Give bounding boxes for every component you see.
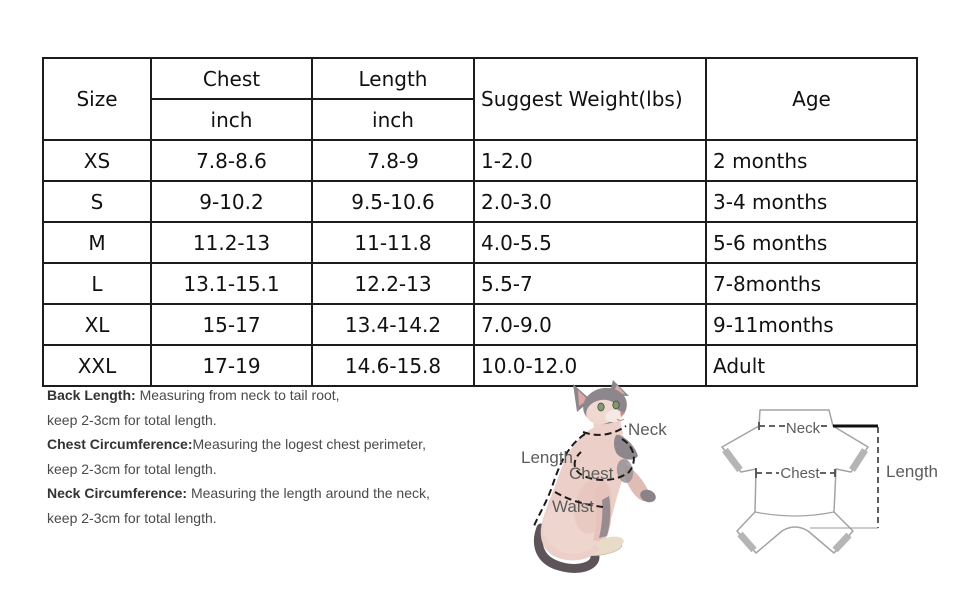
note-line [47,481,477,506]
size-cell: L [43,263,151,304]
cat-neck-label: Neck [628,420,667,439]
size-cell: XS [43,140,151,181]
weight-cell: 4.0-5.5 [474,222,706,263]
table-row-m [43,222,917,263]
weight-cell: 5.5-7 [474,263,706,304]
cat-length-label: Length [521,448,573,467]
cat-left-eye [598,403,604,411]
size-cell: S [43,181,151,222]
chest-cell: 11.2-13 [151,222,312,263]
table-row-xxl [43,345,917,386]
col-header-age: Age [706,58,917,140]
col-unit-chest: inch [151,99,312,140]
col-header-weight: Suggest Weight(lbs) [474,58,706,140]
length-cell: 13.4-14.2 [312,304,474,345]
age-cell: 2 months [706,140,917,181]
chest-cell: 15-17 [151,304,312,345]
note-text: keep 2-3cm for total length. [47,509,217,526]
age-cell: Adult [706,345,917,386]
table-row-l [43,263,917,304]
size-cell: M [43,222,151,263]
cat-right-eye [613,401,619,409]
weight-cell: 10.0-12.0 [474,345,706,386]
note-term: Neck Circumference: [47,485,188,502]
note-text: keep 2-3cm for total length. [47,460,217,477]
size-cell: XXL [43,345,151,386]
chest-cell: 9-10.2 [151,181,312,222]
length-cell: 7.8-9 [312,140,474,181]
cat-waist-label: Waist [552,497,594,516]
age-cell: 5-6 months [706,222,917,263]
size-cell: XL [43,304,151,345]
garment-neck-label: Neck [785,420,821,437]
chest-cell: 7.8-8.6 [151,140,312,181]
table-row-xl [43,304,917,345]
length-cell: 9.5-10.6 [312,181,474,222]
weight-cell: 1-2.0 [474,140,706,181]
note-line [47,506,477,531]
age-cell: 3-4 months [706,181,917,222]
weight-cell: 2.0-3.0 [474,181,706,222]
note-line [47,457,477,482]
note-term: Chest Circumference: [47,436,193,453]
cat-measuring-diagram [505,376,685,578]
garment-chest-label: Chest [780,465,820,482]
garment-length-label: Length [886,462,938,481]
note-text: Measuring the length around the neck, [187,485,430,502]
note-line [47,383,477,408]
table-header-row-1 [43,58,917,99]
cat-chest-label: Chest [569,464,614,483]
col-header-length: Length [312,58,474,99]
weight-cell: 7.0-9.0 [474,304,706,345]
garment-diagram [700,385,940,570]
length-cell: 12.2-13 [312,263,474,304]
col-unit-length: inch [312,99,474,140]
size-chart-table [42,57,918,387]
table-row-s [43,181,917,222]
note-text: Measuring from neck to tail root, [135,387,340,403]
col-header-chest: Chest [151,58,312,99]
note-text: Measuring the logest chest perimeter, [192,436,426,453]
note-text: keep 2-3cm for total length. [47,411,217,428]
chest-cell: 13.1-15.1 [151,263,312,304]
note-line [47,432,477,457]
age-cell: 9-11months [706,304,917,345]
garment-hem-seam [755,512,834,516]
measurement-notes [47,383,477,531]
age-cell: 7-8months [706,263,917,304]
note-line [47,408,477,433]
length-cell: 11-11.8 [312,222,474,263]
table-row-xs [43,140,917,181]
chest-cell: 17-19 [151,345,312,386]
note-term: Back Length: [47,387,136,403]
col-header-size: Size [43,58,151,140]
length-cell: 14.6-15.8 [312,345,474,386]
